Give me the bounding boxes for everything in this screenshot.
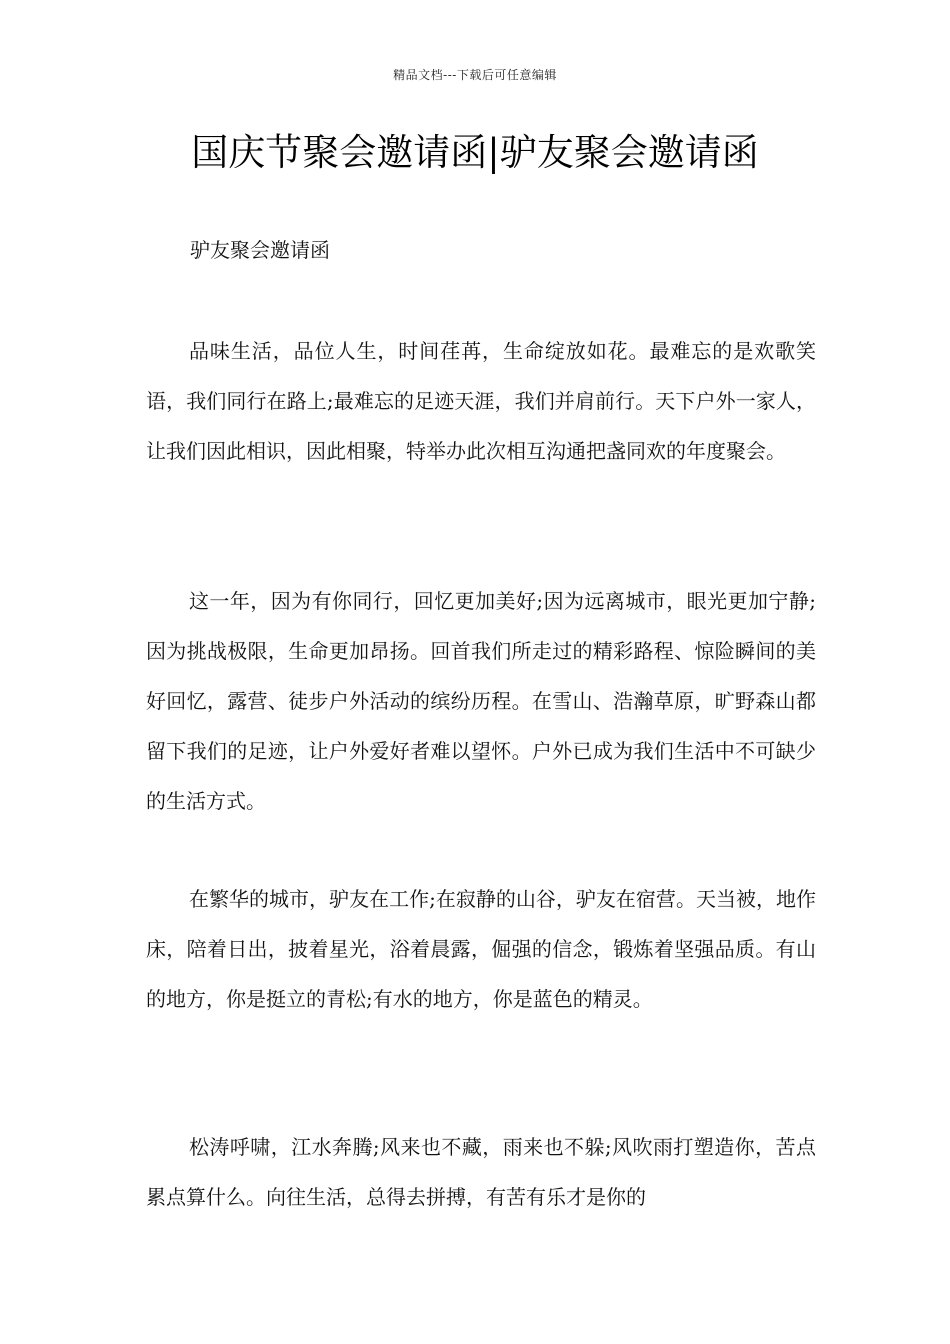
document-title: 国庆节聚会邀请函|驴友聚会邀请函 bbox=[191, 131, 759, 174]
paragraph-3: 在繁华的城市，驴友在工作;在寂静的山谷，驴友在宿营。天当被，地作床，陪着日出，披着星光，浴着晨露，倔强的信念，锻炼着坚强品质。有山的地方，你是挺立的青松;有水的地方，你是蓝色的精灵。 bbox=[146, 887, 816, 1011]
paragraph-2: 这一年，因为有你同行，回忆更加美好;因为远离城市，眼光更加宁静;因为挑战极限，生命更加昂扬。回首我们所走过的精彩路程、惊险瞬间的美好回忆，露营、徒步户外活动的缤纷历程。在雪山、浩瀚草原，旷野森山都留下我们的足迹，让户外爱好者难以望怀。户外已成为我们生活中不可缺少的生活方式。 bbox=[146, 589, 816, 813]
paragraph-1: 品味生活，品位人生，时间荏苒，生命绽放如花。最难忘的是欢歌笑语，我们同行在路上;最难忘的足迹天涯，我们并肩前行。天下户外一家人，让我们因此相识，因此相聚，特举办此次相互沟通把盏同欢的年度聚会。 bbox=[146, 339, 816, 463]
page-header: 精品文档---下载后可任意编辑 bbox=[393, 68, 557, 82]
paragraph-4: 松涛呼啸，江水奔腾;风来也不藏，雨来也不躲;风吹雨打塑造你，苦点累点算什么。向往生活，总得去拼搏，有苦有乐才是你的 bbox=[146, 1135, 816, 1209]
document-subtitle: 驴友聚会邀请函 bbox=[190, 238, 330, 262]
